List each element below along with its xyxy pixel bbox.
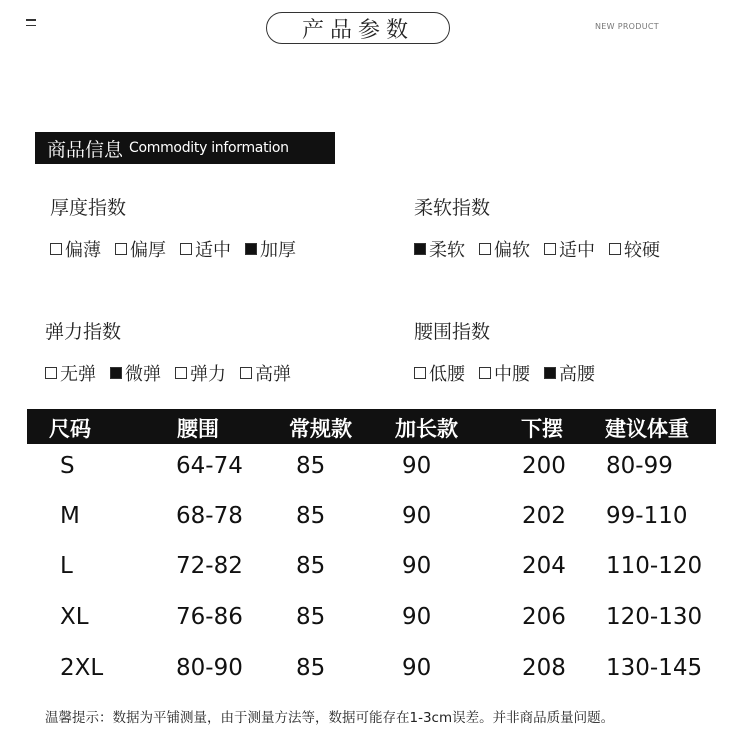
index-option-label: 中腰: [494, 364, 530, 385]
table-cell: XL: [60, 604, 89, 630]
unchecked-box-icon[interactable]: [240, 367, 252, 379]
unchecked-box-icon[interactable]: [479, 243, 491, 255]
table-cell: 99-110: [606, 503, 688, 529]
index-option[interactable]: [245, 236, 296, 262]
index-option[interactable]: [479, 360, 530, 386]
index-option-label: 柔软: [429, 240, 465, 261]
table-cell: 90: [402, 553, 432, 579]
table-cell: 90: [402, 655, 432, 681]
index-option-label: 高腰: [559, 364, 595, 385]
menu-icon[interactable]: [26, 19, 36, 29]
unchecked-box-icon[interactable]: [175, 367, 187, 379]
index-option-label: 适中: [559, 240, 595, 261]
table-row: [0, 655, 750, 695]
unchecked-box-icon[interactable]: [50, 243, 62, 255]
index-option-label: 无弹: [60, 364, 96, 385]
table-header-cell: 常规款: [289, 417, 352, 441]
table-cell: 80-99: [606, 453, 673, 479]
table-cell: 130-145: [606, 655, 703, 681]
index-option-label: 偏薄: [65, 240, 101, 261]
new-product-tag: NEW PRODUCT: [595, 22, 659, 31]
table-row: [0, 604, 750, 644]
index-option[interactable]: [50, 236, 101, 262]
table-cell: 120-130: [606, 604, 703, 630]
banner-title-cn: 商品信息: [47, 138, 124, 161]
checked-box-icon[interactable]: [245, 243, 257, 255]
unchecked-box-icon[interactable]: [45, 367, 57, 379]
table-header-cell: 建议体重: [605, 417, 689, 441]
index-option-label: 弹力: [190, 364, 226, 385]
index-option[interactable]: [479, 236, 530, 262]
index-options: [414, 236, 674, 262]
commodity-info-banner: [35, 132, 335, 164]
table-row: [0, 453, 750, 493]
index-option[interactable]: [45, 360, 96, 386]
table-cell: 2XL: [60, 655, 104, 681]
table-cell: S: [60, 453, 75, 479]
checked-box-icon[interactable]: [110, 367, 122, 379]
table-cell: 85: [296, 604, 326, 630]
table-row: [0, 503, 750, 543]
table-cell: 90: [402, 503, 432, 529]
table-cell: 85: [296, 553, 326, 579]
table-cell: 68-78: [176, 503, 243, 529]
measurement-note: 温馨提示：数据为平铺测量，由于测量方法等，数据可能存在1-3cm误差。并非商品质量问题。: [45, 710, 615, 726]
table-cell: 110-120: [606, 553, 703, 579]
index-option-label: 适中: [195, 240, 231, 261]
table-cell: 204: [522, 553, 566, 579]
table-cell: 206: [522, 604, 566, 630]
index-option[interactable]: [175, 360, 226, 386]
table-cell: 200: [522, 453, 566, 479]
table-row: [0, 553, 750, 593]
index-option[interactable]: [414, 236, 465, 262]
table-cell: 76-86: [176, 604, 243, 630]
checked-box-icon[interactable]: [544, 367, 556, 379]
index-options: [414, 360, 609, 386]
table-cell: 85: [296, 655, 326, 681]
index-option[interactable]: [110, 360, 161, 386]
index-option-label: 加厚: [260, 240, 296, 261]
table-cell: 85: [296, 453, 326, 479]
index-title: 柔软指数: [414, 197, 491, 219]
banner-title-en: Commodity information: [129, 140, 289, 156]
table-cell: M: [60, 503, 80, 529]
table-cell: 80-90: [176, 655, 243, 681]
index-option-label: 偏软: [494, 240, 530, 261]
index-options: [50, 236, 310, 262]
checked-box-icon[interactable]: [414, 243, 426, 255]
unchecked-box-icon[interactable]: [609, 243, 621, 255]
table-cell: 72-82: [176, 553, 243, 579]
table-cell: 85: [296, 503, 326, 529]
index-option-label: 较硬: [624, 240, 660, 261]
index-title: 厚度指数: [50, 197, 127, 219]
unchecked-box-icon[interactable]: [115, 243, 127, 255]
index-title: 弹力指数: [45, 321, 122, 343]
index-option[interactable]: [609, 236, 660, 262]
unchecked-box-icon[interactable]: [544, 243, 556, 255]
table-header-cell: 尺码: [49, 417, 91, 441]
table-cell: 208: [522, 655, 566, 681]
table-cell: 202: [522, 503, 566, 529]
table-cell: L: [60, 553, 73, 579]
index-option-label: 偏厚: [130, 240, 166, 261]
index-option[interactable]: [240, 360, 291, 386]
table-cell: 90: [402, 604, 432, 630]
index-option[interactable]: [544, 360, 595, 386]
table-header-cell: 下摆: [521, 417, 563, 441]
table-cell: 90: [402, 453, 432, 479]
index-option[interactable]: [180, 236, 231, 262]
size-table-header: [27, 409, 716, 444]
table-header-cell: 加长款: [395, 417, 458, 441]
index-option-label: 高弹: [255, 364, 291, 385]
table-cell: 64-74: [176, 453, 243, 479]
index-option[interactable]: [115, 236, 166, 262]
table-header-cell: 腰围: [177, 417, 219, 441]
unchecked-box-icon[interactable]: [414, 367, 426, 379]
index-title: 腰围指数: [414, 321, 491, 343]
page-title: 产品参数: [266, 12, 450, 44]
index-option-label: 微弹: [125, 364, 161, 385]
index-option-label: 低腰: [429, 364, 465, 385]
index-option[interactable]: [414, 360, 465, 386]
index-option[interactable]: [544, 236, 595, 262]
index-options: [45, 360, 305, 386]
unchecked-box-icon[interactable]: [180, 243, 192, 255]
unchecked-box-icon[interactable]: [479, 367, 491, 379]
